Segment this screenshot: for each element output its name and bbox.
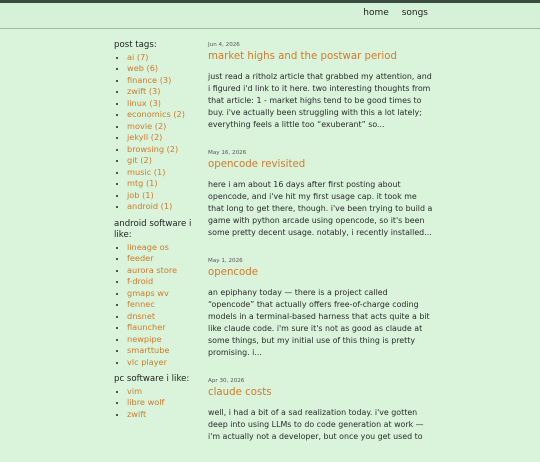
android-software-link[interactable]: • aurora store <box>127 265 206 277</box>
post-tags-link[interactable]: • finance (3) <box>127 75 206 87</box>
top-bar <box>0 0 540 29</box>
post-tags-link[interactable]: • web (6) <box>127 63 206 75</box>
post-tags-link[interactable]: • movie (2) <box>127 121 206 133</box>
android-software-link[interactable]: • lineage os <box>127 242 206 254</box>
android-software-link[interactable]: • smarttube <box>127 345 206 357</box>
android-software-link[interactable]: • dnsnet <box>127 311 206 323</box>
post-date: May 1, 2026 <box>208 258 243 264</box>
post-tags-link[interactable]: • browsing (2) <box>127 144 206 156</box>
post-tags-link[interactable]: • zwift (3) <box>127 86 206 98</box>
pc-software-list <box>114 386 206 421</box>
pc-software-heading: pc software i like: <box>114 374 190 384</box>
pc-software-link[interactable]: • vim <box>127 386 206 398</box>
post-excerpt: just read a ritholz article that grabbed my attention, and i figured i'd link to it here. two interesting thoughts from that article: 1 - market highs tend to be good times to buy. i've actually been struggling with this a lot lately; everything feels a little too “exuberant” so... <box>208 72 432 129</box>
post-excerpt: well, i had a bit of a sad realization today. i've gotten deep into using LLMs to do code generation at work — i'm actually not a developer, but once you get used to <box>208 408 424 441</box>
post-tags-list <box>114 52 206 213</box>
post-item <box>208 258 433 359</box>
pc-software-link[interactable]: • libre wolf <box>127 397 206 409</box>
post-title-link[interactable]: opencode revisited <box>208 159 306 170</box>
post-tags-link[interactable]: • jekyll (2) <box>127 132 206 144</box>
nav-link-home[interactable]: home <box>363 8 389 18</box>
post-title-link[interactable]: claude costs <box>208 387 272 398</box>
post-tags-link[interactable]: • music (1) <box>127 167 206 179</box>
android-software-link[interactable]: • flauncher <box>127 322 206 334</box>
post-tags-heading: post tags: <box>114 40 157 50</box>
pc-software-link[interactable]: • zwift <box>127 409 206 421</box>
android-software-link[interactable]: • newpipe <box>127 334 206 346</box>
post-tags-link[interactable]: • ai (7) <box>127 52 206 64</box>
android-software-list <box>114 242 206 369</box>
post-tags-link[interactable]: • job (1) <box>127 190 206 202</box>
android-software-heading: android software i like: <box>114 218 192 240</box>
post-date: Jun 4, 2026 <box>208 42 240 48</box>
post-date: Apr 30, 2026 <box>208 378 245 384</box>
android-software-link[interactable]: • vlc player <box>127 357 206 369</box>
post-item <box>208 42 433 131</box>
post-tags-link[interactable]: • linux (3) <box>127 98 206 110</box>
android-software-link[interactable]: • gmaps wv <box>127 288 206 300</box>
post-date: May 16, 2026 <box>208 150 247 156</box>
post-list <box>208 42 433 462</box>
post-excerpt: an epiphany today — there is a project called “opencode” that actually offers free-of-charge coding models in a terminal-based harness that acts quite a bit like claude code. i'm sure it's not as good as claude at some things, but my initial use of this thing is pretty promising. i... <box>208 288 430 357</box>
post-item <box>208 378 433 443</box>
post-item <box>208 150 433 239</box>
post-title-link[interactable]: market highs and the postwar period <box>208 51 397 62</box>
post-title-link[interactable]: opencode <box>208 267 258 278</box>
post-tags-link[interactable]: • android (1) <box>127 201 206 213</box>
post-tags-link[interactable]: • mtg (1) <box>127 178 206 190</box>
post-tags-link[interactable]: • economics (2) <box>127 109 206 121</box>
android-software-link[interactable]: • fennec <box>127 299 206 311</box>
post-excerpt: here i am about 16 days after first posting about opencode, and i've hit my first usage cap. it took me that long to get there, though. i've been trying to build a game with python arcade using opencode, so it's been some pretty decent usage. notably, i recently installed... <box>208 180 433 237</box>
post-tags-link[interactable]: • git (2) <box>127 155 206 167</box>
android-software-link[interactable]: • feeder <box>127 253 206 265</box>
sidebar <box>114 40 206 426</box>
android-software-link[interactable]: • f-droid <box>127 276 206 288</box>
main-nav <box>353 8 428 18</box>
nav-link-songs[interactable]: songs <box>401 8 428 18</box>
